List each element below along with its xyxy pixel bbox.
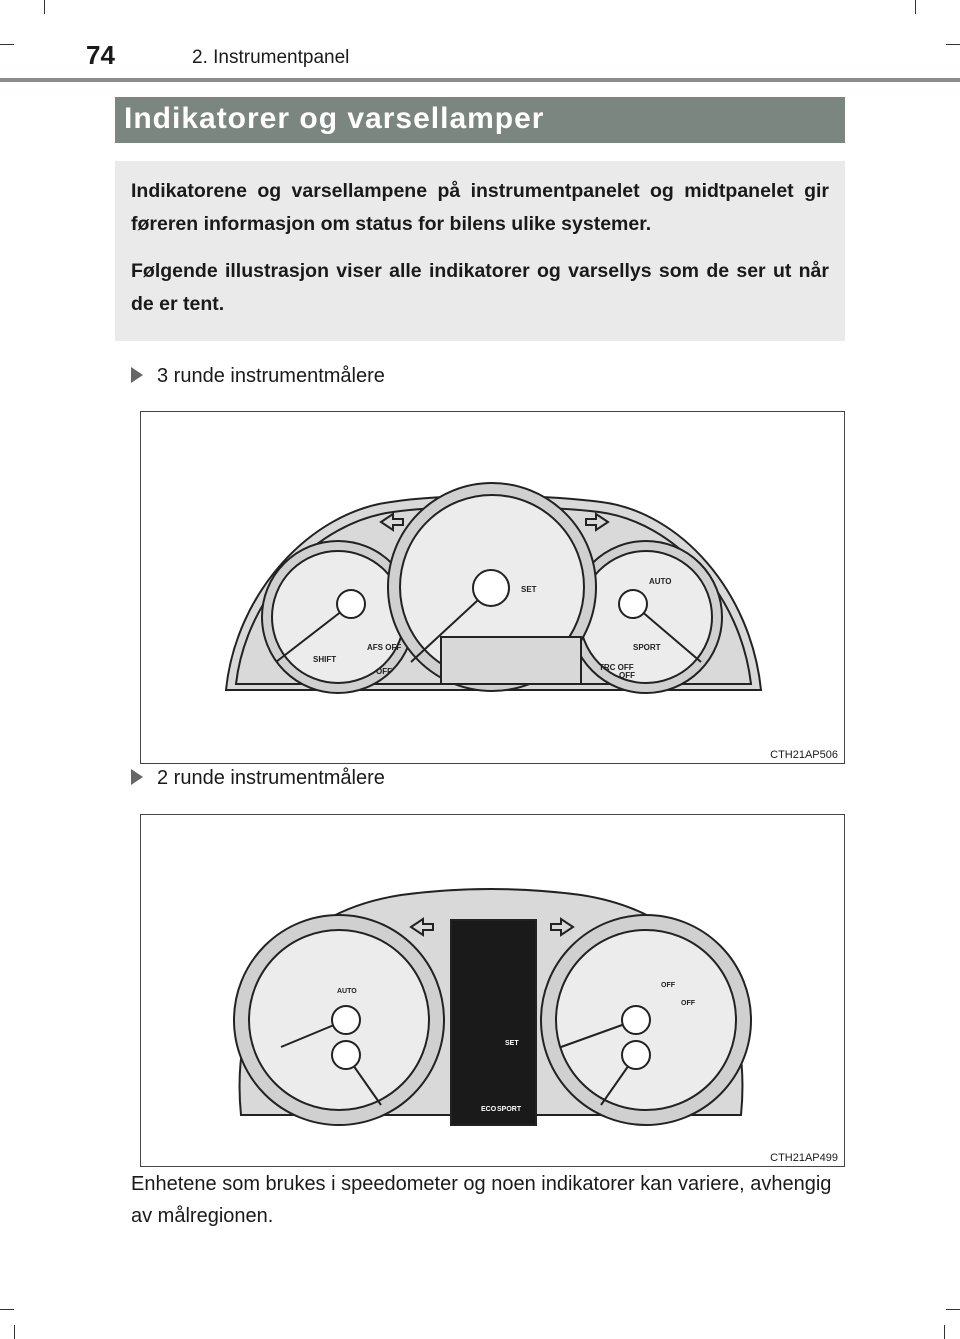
afs-off-label: AFS OFF	[367, 643, 402, 652]
triangle-bullet-icon	[131, 769, 143, 785]
set-label: SET	[505, 1040, 519, 1047]
three-gauge-cluster-illustration	[141, 412, 844, 763]
chapter-title: 2. Instrumentpanel	[192, 47, 350, 68]
off2-label: OFF	[681, 1000, 695, 1007]
off-label: OFF	[376, 667, 392, 676]
intro-paragraph-2: Følgende illustrasjon viser alle indikatorer og varsellys som de ser ut når de er tent.	[131, 260, 829, 315]
figure-2-caption-text: 2 runde instrumentmålere	[157, 767, 385, 789]
section-title-bar	[115, 97, 845, 143]
figure-2-caption	[131, 767, 385, 790]
off-label: OFF	[661, 982, 675, 989]
crop-mark	[0, 44, 14, 45]
sport-label: SPORT	[497, 1106, 522, 1113]
crop-mark	[944, 1325, 945, 1339]
page-number: 74	[86, 40, 115, 70]
crop-mark	[946, 44, 960, 45]
crop-mark	[946, 1309, 960, 1310]
figure-1-code: CTH21AP506	[770, 749, 838, 761]
footer-note: Enhetene som brukes i speedometer og noen indikatorer kan variere, avhengig av målregionen.	[131, 1173, 832, 1227]
trc-off-label: TRC OFF	[599, 663, 634, 672]
intro-paragraph-1: Indikatorene og varsellampene på instrumentpanelet og midtpanelet gir føreren informasjon om status for bilens ulike systemer.	[131, 180, 829, 235]
figure-1-caption-text: 3 runde instrumentmålere	[157, 365, 385, 387]
crop-mark	[0, 1309, 14, 1310]
crop-mark	[44, 0, 45, 14]
crop-mark	[915, 0, 916, 14]
two-gauge-cluster-illustration	[141, 815, 844, 1166]
auto-label: AUTO	[649, 577, 672, 586]
set-label: SET	[521, 585, 537, 594]
section-title: Indikatorer og varsellamper	[124, 102, 545, 135]
off2-label: OFF	[619, 671, 635, 680]
shift-label: SHIFT	[313, 655, 337, 664]
figure-2-code: CTH21AP499	[770, 1152, 838, 1164]
crop-mark	[14, 1325, 15, 1339]
figure-1-three-gauge-cluster	[140, 411, 845, 764]
eco-label: ECO	[481, 1106, 497, 1113]
figure-2-two-gauge-cluster	[140, 814, 845, 1167]
triangle-bullet-icon	[131, 367, 143, 383]
sport-label: SPORT	[633, 643, 661, 652]
intro-box	[115, 161, 845, 341]
figure-1-caption	[131, 365, 385, 388]
header-rule	[0, 78, 960, 82]
auto-label: AUTO	[337, 988, 357, 995]
